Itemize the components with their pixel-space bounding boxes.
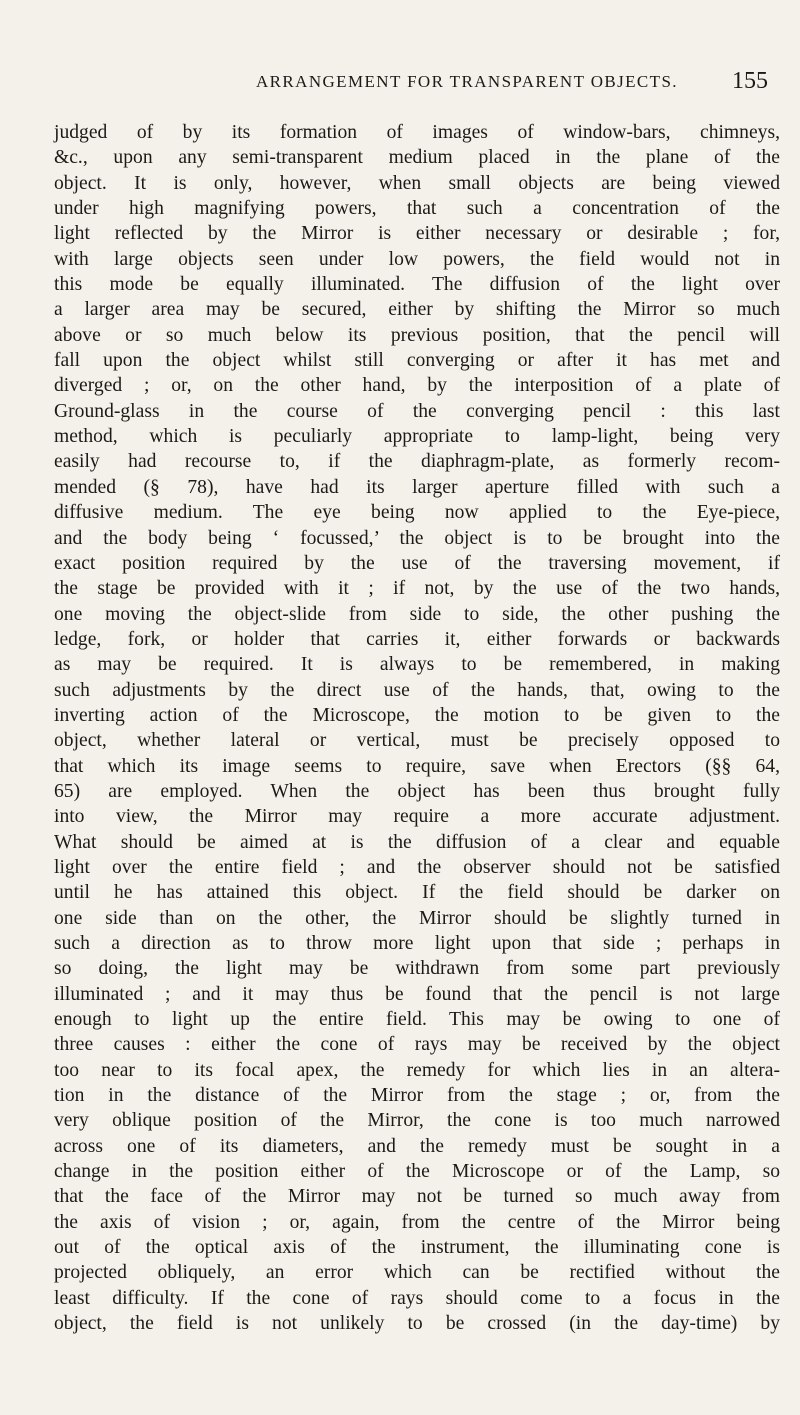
text-line: tion in the distance of the Mirror from the stage ; or, from the xyxy=(54,1085,780,1107)
text-line: &c., upon any semi-transparent medium placed in the plane of the xyxy=(54,147,780,169)
page-number: 155 xyxy=(732,68,768,94)
text-line: under high magnifying powers, that such a concentration of the xyxy=(54,198,780,220)
text-line: change in the position either of the Microscope or of the Lamp, so xyxy=(54,1161,780,1183)
text-line: that which its image seems to require, save when Erectors (§§ 64, xyxy=(54,755,780,777)
text-line: above or so much below its previous position, that the pencil will xyxy=(54,324,780,346)
text-line: that the face of the Mirror may not be turned so much away from xyxy=(54,1186,780,1208)
text-line: object, the field is not unlikely to be crossed (in the day-time) by xyxy=(54,1313,780,1335)
text-line: exact position required by the use of the traversing movement, if xyxy=(54,552,780,574)
text-line: inverting action of the Microscope, the motion to be given to the xyxy=(54,704,780,726)
text-line: into view, the Mirror may require a more accurate adjustment. xyxy=(54,806,780,828)
text-line: projected obliquely, an error which can be rectified without the xyxy=(54,1262,780,1284)
text-line: until he has attained this object. If the field should be darker on xyxy=(54,882,780,904)
text-line: Ground-glass in the course of the converging pencil : this last xyxy=(54,400,780,422)
text-line: What should be aimed at is the diffusion of a clear and equable xyxy=(54,831,780,853)
text-line: three causes : either the cone of rays may be received by the object xyxy=(54,1034,780,1056)
text-line: method, which is peculiarly appropriate to lamp-light, being very xyxy=(54,426,780,448)
text-line: fall upon the object whilst still converging or after it has met and xyxy=(54,350,780,372)
text-line: out of the optical axis of the instrument, the illuminating cone is xyxy=(54,1237,780,1259)
text-line: easily had recourse to, if the diaphragm-plate, as formerly recom- xyxy=(54,451,780,473)
text-line: such a direction as to throw more light upon that side ; perhaps in xyxy=(54,933,780,954)
text-line: and the body being ‘ focussed,’ the object is to be brought into the xyxy=(54,527,780,549)
page-header xyxy=(54,68,774,102)
running-title: ARRANGEMENT FOR TRANSPARENT OBJECTS. xyxy=(256,72,678,91)
text-line: light reflected by the Mirror is either necessary or desirable ; for, xyxy=(54,223,780,245)
text-line: the stage be provided with it ; if not, by the use of the two hands, xyxy=(54,578,780,600)
text-line: very oblique position of the Mirror, the cone is too much narrowed xyxy=(54,1110,780,1132)
text-line: object, whether lateral or vertical, must be precisely opposed to xyxy=(54,730,780,752)
text-line: this mode be equally illuminated. The diffusion of the light over xyxy=(54,274,780,296)
text-line: mended (§ 78), have had its larger aperture filled with such a xyxy=(54,476,780,498)
text-line: such adjustments by the direct use of the hands, that, owing to the xyxy=(54,679,780,701)
text-line: object. It is only, however, when small objects are being viewed xyxy=(54,172,780,194)
text-line: 65) are employed. When the object has been thus brought fully xyxy=(54,780,780,802)
text-line: illuminated ; and it may thus be found that the pencil is not large xyxy=(54,983,780,1005)
text-line: as may be required. It is always to be remembered, in making xyxy=(54,654,780,676)
text-line: judged of by its formation of images of window-bars, chimneys, xyxy=(54,122,780,143)
text-line: one side than on the other, the Mirror should be slightly turned in xyxy=(54,907,780,929)
text-line: light over the entire field ; and the observer should not be satisfied xyxy=(54,856,780,878)
body-paragraph xyxy=(54,120,780,1337)
text-line: enough to light up the entire field. This may be owing to one of xyxy=(54,1009,780,1031)
text-line: too near to its focal apex, the remedy for which lies in an altera- xyxy=(54,1059,780,1081)
text-line: across one of its diameters, and the remedy must be sought in a xyxy=(54,1135,780,1157)
text-line: one moving the object-slide from side to side, the other pushing the xyxy=(54,603,780,625)
text-line: least difficulty. If the cone of rays should come to a focus in the xyxy=(54,1287,780,1309)
text-line: diverged ; or, on the other hand, by the interposition of a plate of xyxy=(54,375,780,397)
text-line: a larger area may be secured, either by shifting the Mirror so much xyxy=(54,299,780,321)
text-line: so doing, the light may be withdrawn from some part previously xyxy=(54,958,780,980)
text-line: ledge, fork, or holder that carries it, either forwards or backwards xyxy=(54,628,780,650)
text-line: diffusive medium. The eye being now applied to the Eye-piece, xyxy=(54,502,780,524)
text-line: with large objects seen under low powers, the field would not in xyxy=(54,248,780,270)
text-line: the axis of vision ; or, again, from the centre of the Mirror being xyxy=(54,1211,780,1233)
